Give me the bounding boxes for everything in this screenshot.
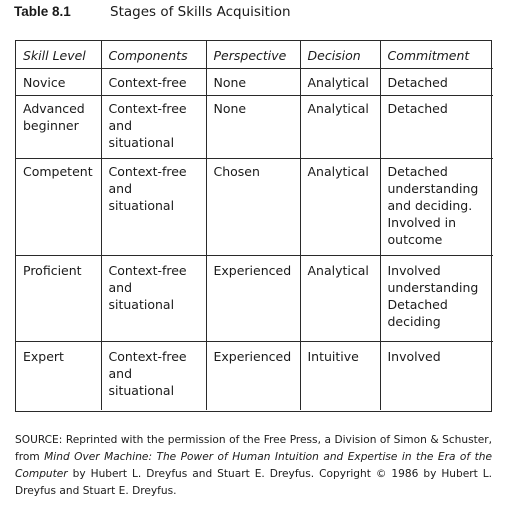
- header-row: [16, 41, 493, 69]
- source-suffix: by Hubert L. Dreyfus and Stuart E. Dreyfus. Copyright © 1986 by Hubert L. Dreyfus and Stuart E. Dreyfus.: [15, 468, 492, 497]
- cell-perspective: [206, 256, 300, 342]
- cell-line: Analytical: [307, 101, 369, 116]
- cell-line: None: [213, 74, 247, 90]
- cell-commitment: [380, 342, 493, 411]
- cell-line: situational: [108, 383, 175, 398]
- header-commitment: Commitment: [380, 41, 493, 69]
- cell-line: and: [108, 280, 133, 295]
- cell-line: situational: [108, 198, 175, 213]
- cell-components: [101, 69, 206, 96]
- cell-decision: [300, 159, 380, 256]
- source-prefix: SOURCE: Reprinted with the permission of the Free Press, a Division of Simon & Schuster, from: [15, 434, 492, 463]
- cell-line: situational: [108, 135, 175, 150]
- cell-line: Involved in: [387, 215, 457, 230]
- cell-decision: [300, 342, 380, 411]
- header-decision: Decision: [300, 41, 380, 69]
- cell-perspective: [206, 69, 300, 96]
- cell-skill-level: [16, 69, 101, 96]
- cell-line: Context-free: [108, 349, 187, 364]
- cell-line: Involved: [387, 349, 441, 364]
- cell-line: deciding: [387, 314, 441, 329]
- table-row: [16, 256, 493, 342]
- cell-line: Analytical: [307, 164, 369, 179]
- cell-perspective: [206, 96, 300, 159]
- header-components: Components: [101, 41, 206, 69]
- cell-commitment: [380, 96, 493, 159]
- cell-components: [101, 256, 206, 342]
- cell-line: outcome: [387, 232, 443, 247]
- skills-table: [16, 41, 493, 410]
- source-book-title: Mind Over Machine: The Power of Human Intuition and Expertise in the Era of the Computer: [15, 451, 492, 480]
- cell-line: Context-free: [108, 101, 187, 116]
- header-skill-level: Skill Level: [16, 41, 101, 69]
- cell-line: Expert: [23, 349, 64, 364]
- cell-line: Novice: [23, 74, 66, 90]
- cell-commitment: [380, 159, 493, 256]
- cell-skill-level: [16, 159, 101, 256]
- cell-line: understanding: [387, 280, 479, 295]
- table-row: [16, 159, 493, 256]
- table-row: [16, 96, 493, 159]
- cell-line: Chosen: [213, 164, 260, 179]
- cell-line: Analytical: [307, 263, 369, 278]
- cell-components: [101, 159, 206, 256]
- cell-line: and: [108, 366, 133, 381]
- table-row: [16, 69, 493, 96]
- cell-line: Proficient: [23, 263, 82, 278]
- cell-decision: [300, 96, 380, 159]
- cell-commitment: [380, 256, 493, 342]
- cell-line: Intuitive: [307, 349, 359, 364]
- skills-table-frame: [15, 40, 492, 412]
- cell-components: [101, 96, 206, 159]
- cell-line: Context-free: [108, 263, 187, 278]
- cell-line: Involved: [387, 263, 441, 278]
- cell-perspective: [206, 159, 300, 256]
- cell-perspective: [206, 342, 300, 411]
- cell-line: Competent: [23, 164, 93, 179]
- source-note: [15, 432, 492, 500]
- cell-skill-level: [16, 342, 101, 411]
- cell-line: None: [213, 101, 247, 116]
- cell-skill-level: [16, 96, 101, 159]
- cell-commitment: [380, 69, 493, 96]
- cell-line: Context-free: [108, 74, 187, 90]
- cell-decision: [300, 69, 380, 96]
- cell-components: [101, 342, 206, 411]
- cell-line: Experienced: [213, 349, 292, 364]
- cell-line: Advanced: [23, 101, 85, 116]
- cell-line: Detached: [387, 101, 448, 116]
- cell-line: situational: [108, 297, 175, 312]
- cell-line: and: [108, 118, 133, 133]
- cell-decision: [300, 256, 380, 342]
- cell-line: beginner: [23, 118, 79, 133]
- cell-line: Detached: [387, 74, 448, 90]
- table-row: [16, 342, 493, 411]
- cell-line: Detached: [387, 297, 448, 312]
- cell-skill-level: [16, 256, 101, 342]
- table-caption: [14, 4, 291, 20]
- header-perspective: Perspective: [206, 41, 300, 69]
- table-number: Table 8.1: [14, 4, 71, 19]
- cell-line: Analytical: [307, 74, 369, 90]
- cell-line: and: [108, 181, 133, 196]
- table-title: Stages of Skills Acquisition: [110, 4, 291, 20]
- cell-line: and deciding.: [387, 198, 473, 213]
- cell-line: Context-free: [108, 164, 187, 179]
- cell-line: Experienced: [213, 263, 292, 278]
- cell-line: understanding: [387, 181, 479, 196]
- cell-line: Detached: [387, 164, 448, 179]
